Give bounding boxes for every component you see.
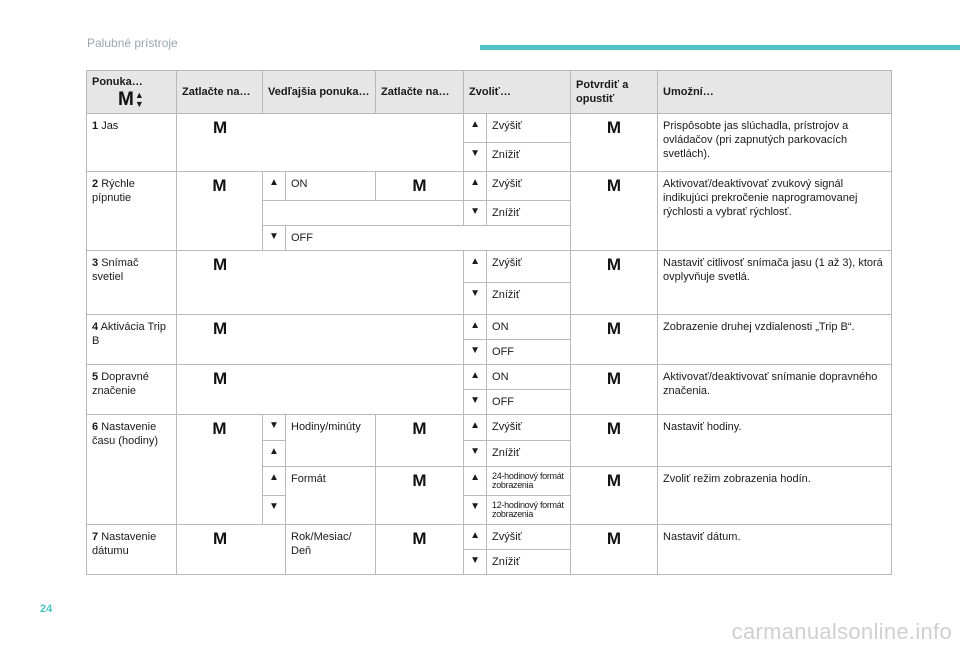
submenu-value: Hodiny/minúty — [286, 415, 376, 467]
choice-value: Znížiť — [487, 201, 571, 226]
row-description: Aktivovať/deaktivovať snímanie dopravného značenia. — [658, 365, 892, 415]
header-submenu: Vedľajšia ponuka… — [263, 71, 376, 114]
choice-value: Znížiť — [487, 143, 571, 172]
table-row — [87, 365, 892, 390]
up-arrow-icon: ▲ — [464, 315, 487, 340]
m-button-icon: M — [571, 365, 658, 415]
table-row — [87, 114, 892, 143]
header-choose: Zvoliť… — [464, 71, 571, 114]
up-arrow-icon: ▲ — [464, 251, 487, 283]
row-description: Zobrazenie druhej vzdialenosti „Trip B“. — [658, 315, 892, 365]
up-arrow-icon: ▲ — [263, 441, 286, 467]
down-arrow-icon: ▼ — [464, 283, 487, 315]
header-press-1: Zatlačte na… — [177, 71, 263, 114]
section-title: Palubné prístroje — [87, 36, 178, 50]
menu-item-5: 5 Dopravné značenie — [87, 365, 177, 415]
down-arrow-icon: ▼ — [263, 226, 286, 251]
m-button-icon: M — [376, 172, 464, 201]
submenu-value: OFF — [286, 226, 571, 251]
choice-value: Zvýšiť — [487, 251, 571, 283]
choice-value: Zvýšiť — [487, 525, 571, 550]
menu-settings-table — [86, 70, 892, 575]
menu-item-2: 2 Rýchle pípnutie — [87, 172, 177, 251]
menu-item-7: 7 Nastavenie dátumu — [87, 525, 177, 575]
m-button-icon: M — [177, 525, 286, 575]
row-description: Zvoliť režim zobrazenia hodín. — [658, 467, 892, 525]
submenu-value: Rok/Mesiac/ Deň — [286, 525, 376, 575]
submenu-value: ON — [286, 172, 376, 201]
m-button-icon: M — [376, 525, 464, 575]
down-arrow-icon: ▼ — [263, 496, 286, 525]
m-button-icon: M — [571, 315, 658, 365]
header-accent-bar — [480, 45, 960, 50]
up-arrow-icon: ▲ — [263, 467, 286, 496]
m-button-icon: M — [177, 365, 464, 415]
choice-value: ON — [487, 365, 571, 390]
m-button-icon: M — [376, 467, 464, 525]
down-arrow-icon: ▼ — [263, 415, 286, 441]
up-arrow-icon: ▲ — [464, 172, 487, 201]
down-arrow-icon: ▼ — [464, 390, 487, 415]
m-button-icon: M — [177, 251, 464, 315]
table-row — [87, 315, 892, 340]
header-allows: Umožní… — [658, 71, 892, 114]
down-arrow-icon: ▼ — [464, 143, 487, 172]
choice-value: Zvýšiť — [487, 172, 571, 201]
table-row — [87, 251, 892, 283]
header-menu: Ponuka… M ▲ ▼ — [87, 71, 177, 114]
up-arrow-icon: ▲ — [464, 467, 487, 496]
table-row — [87, 415, 892, 441]
m-button-icon: M — [376, 415, 464, 467]
choice-value: Znížiť — [487, 441, 571, 467]
choice-value: OFF — [487, 390, 571, 415]
watermark: carmanualsonline.info — [731, 619, 952, 644]
row-description: Nastaviť dátum. — [658, 525, 892, 575]
choice-value: 12-hodinový formát zobrazenia — [487, 496, 571, 525]
menu-button-with-arrows-icon: M ▲ ▼ — [118, 89, 144, 111]
up-arrow-icon: ▲ — [464, 415, 487, 441]
m-button-icon: M — [571, 114, 658, 172]
choice-value: Zvýšiť — [487, 114, 571, 143]
m-button-icon: M — [571, 251, 658, 315]
table-header-row — [87, 71, 892, 114]
row-description: Prispôsobte jas slúchadla, prístrojov a ovládačov (pri zapnutých parkovacích svetlách). — [658, 114, 892, 172]
submenu-value: Formát — [286, 467, 376, 525]
down-arrow-icon: ▼ — [464, 496, 487, 525]
page-number: 24 — [40, 603, 53, 615]
m-button-icon: M — [177, 315, 464, 365]
choice-value: Zvýšiť — [487, 415, 571, 441]
row-description: Nastaviť hodiny. — [658, 415, 892, 467]
menu-item-4: 4 Aktivácia Trip B — [87, 315, 177, 365]
m-button-icon: M — [571, 525, 658, 575]
row-description: Nastaviť citlivosť snímača jasu (1 až 3), ktorá ovplyvňuje svetlá. — [658, 251, 892, 315]
menu-item-3: 3 Snímač svetiel — [87, 251, 177, 315]
header-press-2: Zatlačte na… — [376, 71, 464, 114]
menu-item-6: 6 Nastavenie času (hodiny) — [87, 415, 177, 525]
table-row — [87, 525, 892, 550]
up-arrow-icon: ▲ — [263, 172, 286, 201]
m-button-icon: M — [571, 415, 658, 467]
choice-value: OFF — [487, 340, 571, 365]
row-description: Aktivovať/deaktivovať zvukový signál indikujúci prekročenie naprogramovanej rýchlosti a vybrať rýchlosť. — [658, 172, 892, 251]
m-button-icon: M — [571, 467, 658, 525]
up-arrow-icon: ▲ — [464, 114, 487, 143]
down-arrow-icon: ▼ — [464, 550, 487, 575]
up-arrow-icon: ▲ — [464, 525, 487, 550]
m-button-icon: M — [177, 172, 263, 251]
down-arrow-icon: ▼ — [464, 201, 487, 226]
choice-value: Znížiť — [487, 283, 571, 315]
m-button-icon: M — [177, 415, 263, 525]
down-arrow-icon: ▼ — [464, 441, 487, 467]
m-button-icon: M — [177, 114, 464, 172]
choice-value: Znížiť — [487, 550, 571, 575]
header-confirm: Potvrdiť a opustiť — [571, 71, 658, 114]
m-button-icon: M — [571, 172, 658, 251]
up-arrow-icon: ▲ — [464, 365, 487, 390]
menu-item-1: 1 Jas — [87, 114, 177, 172]
table-row — [87, 172, 892, 201]
down-arrow-icon: ▼ — [464, 340, 487, 365]
choice-value: ON — [487, 315, 571, 340]
choice-value: 24-hodinový formát zobrazenia — [487, 467, 571, 496]
empty-cell — [263, 201, 464, 226]
